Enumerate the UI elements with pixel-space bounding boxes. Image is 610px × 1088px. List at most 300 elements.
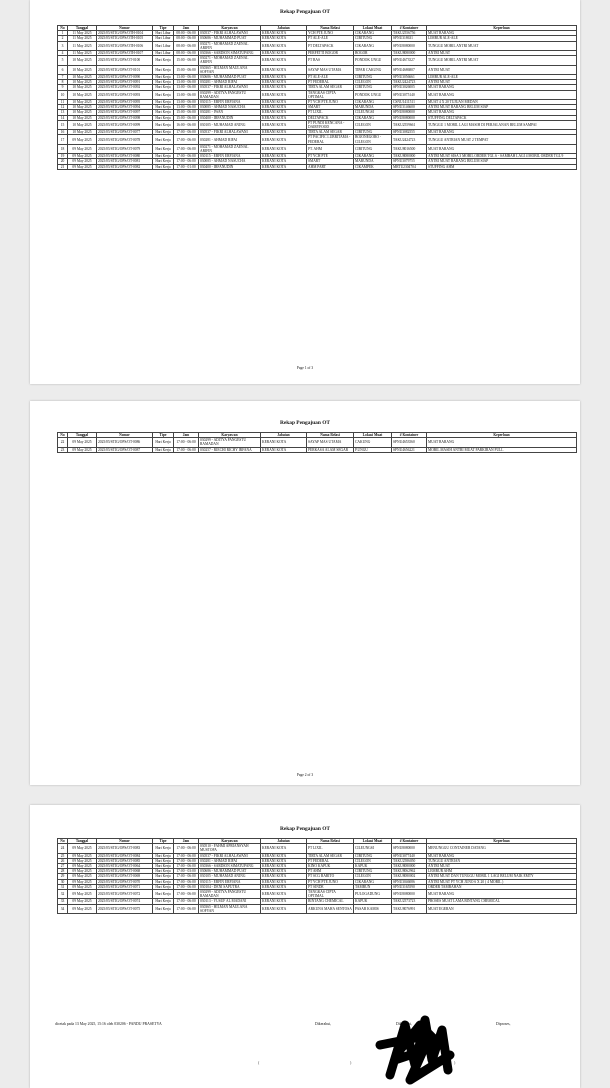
table-cell: KERANI KOTA: [261, 879, 307, 884]
table-cell: 10 May 2025: [68, 85, 97, 90]
table-cell: 17:00 - 06:00: [174, 904, 199, 913]
table-cell: 11 May 2025: [68, 31, 97, 36]
report-title: Rekap Pengajuan OT: [279, 420, 331, 426]
table-cell: KERANI KOTA: [261, 864, 307, 869]
table-row: [58, 899, 577, 904]
table-cell: 5: [58, 56, 68, 65]
table-cell: ARKUNA MAHA SENTOSA: [307, 904, 354, 913]
table-cell: 26: [58, 858, 68, 863]
table-cell: 2025/05/STIG/OPS/OT-0068: [97, 869, 153, 874]
table-cell: CSNU1411511: [392, 100, 427, 105]
table-cell: 11 May 2025: [68, 41, 97, 50]
table-cell: MUAT BARANG: [427, 85, 577, 90]
table-cell: 11 May 2025: [68, 51, 97, 56]
table-cell: MRTU2304704: [392, 164, 427, 169]
column-header: No: [58, 26, 68, 31]
table-cell: MUAT BARANG: [427, 31, 577, 36]
table-cell: CILEUNGSI: [354, 110, 392, 115]
column-header: Nomor: [97, 839, 153, 844]
table-cell: 19: [58, 154, 68, 159]
table-cell: 030115 - ERFIN ERFIANA: [199, 100, 261, 105]
table-cell: PT PACIFIC LUBRITAMA - FEDERAL: [307, 135, 354, 144]
table-cell: KINO KAPUK: [307, 864, 354, 869]
table-cell: 030366 - SARDION SIMATUPANG: [199, 864, 261, 869]
table-cell: CILEGON: [354, 874, 392, 879]
table-cell: LIMBUR ALE-ALE: [427, 36, 577, 41]
table-row: [58, 447, 577, 452]
table-cell: TANGKAS CIPTA OPTIMAL: [307, 90, 354, 99]
table-cell: 030105 - MUHAMAD ANING: [199, 874, 261, 879]
table-cell: 29: [58, 874, 68, 879]
table-cell: CIKARANG: [354, 115, 392, 120]
table-cell: 27: [58, 864, 68, 869]
table-cell: TUNGGU ANTRIAN: [427, 858, 577, 863]
table-cell: 15:00 - 06:00: [174, 115, 199, 120]
table-cell: ANTRI MUAT PT YCH JUNO 6 X 20 ( 4 MOBIL ): [427, 879, 577, 884]
table-cell: 17:00 - 06:00: [174, 884, 199, 889]
table-cell: 030510 - FAHMI APRIANSYAH MUSTOFA: [199, 844, 261, 853]
table-cell: KERANI KOTA: [261, 135, 307, 144]
table-cell: SMART: [307, 105, 354, 110]
table-cell: ANTRI MUAT BARANG BELUM SIAP: [427, 159, 577, 164]
table-cell: BOGOR: [354, 51, 392, 56]
table-row: [58, 154, 577, 159]
table-cell: 2025/05/STIG/OPS/OTH-0106: [97, 41, 153, 50]
table-cell: 17:00 - 06:00: [174, 858, 199, 863]
table-cell: 16: [58, 130, 68, 135]
table-cell: 17:00 - 06:00: [174, 864, 199, 869]
table-body: [58, 31, 577, 170]
table-cell: Hari Libur: [153, 36, 174, 41]
table-cell: 17: [58, 135, 68, 144]
table-cell: KERANI KOTA: [261, 874, 307, 879]
table-cell: 09 May 2025: [68, 853, 97, 858]
table-cell: LIMBUR ALE-ALE: [427, 75, 577, 80]
table-cell: KERANI KOTA: [261, 844, 307, 853]
report-page-2: [30, 401, 580, 785]
table-cell: MOBIL MASIH ANTRI MUAT PARKIRAN FULL: [427, 447, 577, 452]
table-cell: Hari Libur: [153, 31, 174, 36]
table-cell: 7: [58, 75, 68, 80]
table-cell: 11 May 2025: [68, 36, 97, 41]
table-cell: 2025/05/STIG/OPS/OT-0094: [97, 105, 153, 110]
table-cell: 030537 - FIKRI ALHALAWANI: [199, 130, 261, 135]
table-cell: ANTRI MUAT: [427, 80, 577, 85]
table-cell: SPNU8080000: [392, 844, 427, 853]
table-cell: 09 May 2025: [68, 144, 97, 153]
table-row: [58, 438, 577, 447]
table-cell: 10 May 2025: [68, 90, 97, 99]
table-cell: 030537 - FIKRI ALHALAWANI: [199, 853, 261, 858]
table-cell: 030104 - DENI SAPUTRA: [199, 884, 261, 889]
table-cell: TAKU8076991: [392, 904, 427, 913]
table-cell: KERANI KOTA: [261, 85, 307, 90]
table-cell: KERANI KOTA: [261, 154, 307, 159]
table-cell: KERANI KOTA: [261, 438, 307, 447]
table-cell: 17:00 - 06:00: [174, 844, 199, 853]
table-cell: 09 May 2025: [68, 884, 97, 889]
table-cell: PT ALE-ALE: [307, 36, 354, 41]
table-cell: TANGKAS CIPTA OPTIMAL: [307, 890, 354, 899]
table-cell: PT AHM: [307, 869, 354, 874]
page-number: Page 1 of 3: [296, 366, 314, 370]
table-cell: PT. AHM: [307, 144, 354, 153]
table-cell: 2025/05/STIG/OPS/OT-0087: [97, 447, 153, 452]
table-cell: 34: [58, 904, 68, 913]
table-cell: MARUNDA: [354, 105, 392, 110]
table-cell: 17:00 - 06:00: [174, 154, 199, 159]
table-cell: 09 May 2025: [68, 869, 97, 874]
table-cell: 09 May 2025: [68, 899, 97, 904]
table-cell: 16:00 - 06:00: [174, 120, 199, 129]
table-cell: 08:00 - 06:00: [174, 31, 199, 36]
table-cell: TAKU8080000: [392, 864, 427, 869]
column-header: Tanggal: [68, 433, 97, 438]
table-cell: 030271 - MOHAMAD ZAENAL ARIFIN: [199, 56, 261, 65]
table-cell: 2025/05/STIG/OPS/OT-0085: [97, 858, 153, 863]
signature-bracket: (: [258, 1060, 260, 1065]
table-cell: 2025/05/STIG/OPS/OT-0093: [97, 90, 153, 99]
table-cell: Hari Kerja: [153, 120, 174, 129]
table-cell: KERANI KOTA: [261, 120, 307, 129]
table-cell: 2025/05/STIG/OPS/OTH-0104: [97, 31, 153, 36]
table-cell: 09 May 2025: [68, 135, 97, 144]
table-cell: PT FEDERAL: [307, 858, 354, 863]
report-table-page-1: [57, 25, 577, 170]
column-header: Nama Relasi: [307, 433, 354, 438]
table-row: [58, 164, 577, 169]
table-row: [58, 844, 577, 853]
column-header: Tipe: [153, 839, 174, 844]
table-cell: ANTRI MUAT SISA 3 MOBIL ORDER TGL 6 - SAMBAH LAGI 4 MOBIL ORDER TGL 9: [427, 154, 577, 159]
table-cell: TAKU8062962: [392, 869, 427, 874]
signature-checked: Dikerahui,: [315, 1022, 332, 1026]
table-cell: 9: [58, 85, 68, 90]
table-cell: 13:00 - 06:00: [174, 75, 199, 80]
table-cell: Hari Kerja: [153, 869, 174, 874]
table-cell: MUAT BARANG: [427, 90, 577, 99]
table-cell: SPNU3082555: [392, 130, 427, 135]
table-cell: 17:00 - 06:00: [174, 874, 199, 879]
table-cell: 09 May 2025: [68, 890, 97, 899]
table-cell: P.UNGU: [354, 447, 392, 452]
table-cell: MUAT BARANG: [427, 144, 577, 153]
table-cell: KERANI KOTA: [261, 853, 307, 858]
table-cell: DELTAPACK: [307, 115, 354, 120]
table-cell: KERANI KOTA: [261, 36, 307, 41]
table-cell: KERANI KOTA: [261, 51, 307, 56]
table-cell: TIRTA ALAM SEGAR: [307, 130, 354, 135]
table-cell: Hari Libur: [153, 51, 174, 56]
table-cell: 13:00 - 06:00: [174, 80, 199, 85]
table-cell: 17:00 - 03:00: [174, 869, 199, 874]
column-header: Karyawan: [199, 26, 261, 31]
table-cell: PT YCH PTE: [307, 154, 354, 159]
table-cell: Hari Kerja: [153, 80, 174, 85]
table-cell: 09 May 2025: [68, 159, 97, 164]
column-header: Tanggal: [68, 839, 97, 844]
table-cell: KAPUK: [354, 899, 392, 904]
table-cell: SPNU3075140: [392, 90, 427, 99]
table-row: [58, 135, 577, 144]
table-cell: Hari Kerja: [153, 858, 174, 863]
table-cell: PT YCH PTE JUNO: [307, 879, 354, 884]
table-cell: 15: [58, 120, 68, 129]
table-cell: Hari Kerja: [153, 884, 174, 889]
column-header: No: [58, 839, 68, 844]
table-cell: PT SINDE: [307, 884, 354, 889]
table-cell: SPNU3046086: [392, 879, 427, 884]
report-table-page-2: [57, 432, 577, 453]
column-header: Lokasi Muat: [354, 839, 392, 844]
table-row: [58, 65, 577, 74]
table-row: [58, 879, 577, 884]
table-cell: 08:00 - 06:00: [174, 36, 199, 41]
table-cell: Hari Kerja: [153, 100, 174, 105]
table-cell: 11: [58, 100, 68, 105]
signature-known: Diketahui,: [396, 1022, 412, 1026]
table-cell: Hari Kerja: [153, 85, 174, 90]
table-cell: 09 May 2025: [68, 447, 97, 452]
table-cell: 030281 - AHMAD RIFAI: [199, 135, 261, 144]
column-header: Jabatan: [261, 433, 307, 438]
table-cell: 22: [58, 438, 68, 447]
table-cell: PONDOK UNGU: [354, 56, 392, 65]
report-page-1: [30, 0, 580, 384]
table-cell: 17:00 - 01:00: [174, 164, 199, 169]
table-cell: TAMBUN: [354, 884, 392, 889]
table-cell: 2025/05/STIG/OPS/OT-0099: [97, 120, 153, 129]
table-cell: Hari Kerja: [153, 90, 174, 99]
table-cell: Hari Kerja: [153, 154, 174, 159]
table-cell: 20: [58, 159, 68, 164]
table-cell: SPNU4673527: [392, 56, 427, 65]
table-cell: 17:00 - 06:00: [174, 447, 199, 452]
column-header: Jabatan: [261, 26, 307, 31]
table-cell: 23: [58, 447, 68, 452]
table-cell: 030299 - ADITYA PANGESTU RAMADAN: [199, 890, 261, 899]
table-cell: PT SCG BARITO: [307, 874, 354, 879]
table-cell: 09 May 2025: [68, 844, 97, 853]
table-cell: 13:00 - 06:00: [174, 85, 199, 90]
table-cell: PT LIXIL: [307, 844, 354, 853]
table-cell: 28: [58, 869, 68, 874]
table-cell: KERANI KOTA: [261, 115, 307, 120]
table-cell: 10 May 2025: [68, 105, 97, 110]
table-cell: CIKARANG: [354, 100, 392, 105]
table-body: [58, 844, 577, 914]
table-cell: 17:00 - 06:00: [174, 853, 199, 858]
table-cell: ANTRI MUAT: [427, 65, 577, 74]
column-header: Tipe: [153, 433, 174, 438]
printed-by-note: dicetak pada 13 May 2025, 15:16 oleh 030206 - PANDU PRASETYA: [55, 1022, 162, 1026]
table-cell: Hari Kerja: [153, 904, 174, 913]
table-cell: 8: [58, 80, 68, 85]
table-cell: KERANI KOTA: [261, 890, 307, 899]
table-cell: SPNU3056661: [392, 75, 427, 80]
table-cell: MENUNGGU CONTAINER DATANG: [427, 844, 577, 853]
table-cell: MUAT BARANG: [427, 130, 577, 135]
table-cell: 08:00 - 06:00: [174, 51, 199, 56]
table-cell: ORDER TAMBAHAN: [427, 884, 577, 889]
table-cell: 2025/05/STIG/OPS/OT-0071: [97, 884, 153, 889]
table-cell: 17:00 - 06:00: [174, 890, 199, 899]
table-cell: STUFFING AHM: [427, 164, 577, 169]
table-cell: Hari Kerja: [153, 864, 174, 869]
table-cell: 09 May 2025: [68, 438, 97, 447]
table-cell: Hari Kerja: [153, 447, 174, 452]
table-cell: MUAT BARANG: [427, 890, 577, 899]
table-cell: KERANI KOTA: [261, 904, 307, 913]
table-cell: 030271 - MOHAMAD ZAENAL ARIFIN: [199, 41, 261, 50]
report-page-3: [30, 805, 580, 1088]
table-cell: PT BAS: [307, 56, 354, 65]
table-cell: Hari Kerja: [153, 164, 174, 169]
table-body: [58, 438, 577, 453]
table-cell: CILEGON: [354, 80, 392, 85]
table-cell: 10 May 2025: [68, 80, 97, 85]
column-header: # Kontainer: [392, 433, 427, 438]
table-cell: MARUNDA: [354, 159, 392, 164]
table-cell: 17:00 - 06:00: [174, 159, 199, 164]
table-cell: Hari Kerja: [153, 135, 174, 144]
table-cell: 2025/05/STIG/OPS/OT-0081: [97, 159, 153, 164]
table-cell: KERANI KOTA: [261, 56, 307, 65]
table-cell: 030299 - ADITYA PANGESTU RAMADAN: [199, 438, 261, 447]
table-cell: 030105 - MUHAMAD ANING: [199, 120, 261, 129]
table-cell: 030365 - HILMAN MAULANA SOFYAN: [199, 904, 261, 913]
table-cell: KERANI KOTA: [261, 130, 307, 135]
table-cell: 2025/05/STIG/OPS/OT-0084: [97, 853, 153, 858]
table-cell: Hari Kerja: [153, 144, 174, 153]
table-cell: PROSES MUAT LAMA BINTANG CHEMICAL: [427, 899, 577, 904]
table-cell: MUAT EGERAN: [427, 904, 577, 913]
table-cell: SPNU3146600: [392, 105, 427, 110]
table-cell: SPNU3026005: [392, 85, 427, 90]
table-cell: Hari Kerja: [153, 56, 174, 65]
signature-bracket: ): [454, 1060, 456, 1065]
table-cell: TAKU8080000: [392, 154, 427, 159]
table-cell: 09 May 2025: [68, 874, 97, 879]
table-cell: 17:00 - 06:00: [174, 130, 199, 135]
table-cell: 2025/05/STIG/OPS/OT-0064: [97, 864, 153, 869]
table-cell: SPNU8080000: [392, 110, 427, 115]
table-cell: BINTANG CHEMICAL: [307, 899, 354, 904]
table-cell: 030085 - AHMAD NASUCHA: [199, 159, 261, 164]
table-cell: 25: [58, 853, 68, 858]
table-cell: 13:00 - 06:00: [174, 90, 199, 99]
table-cell: CIBITUNG: [354, 869, 392, 874]
table-cell: ANTRI MUAT DAN TUNGGU MOBIL 1 LAGI BELUM NAIK EMTY: [427, 874, 577, 879]
table-cell: 12: [58, 105, 68, 110]
table-cell: 2025/05/STIG/OPS/OT-0070: [97, 879, 153, 884]
column-header: Tipe: [153, 26, 174, 31]
table-cell: 09 May 2025: [68, 864, 97, 869]
table-cell: 17:00 - 06:00: [174, 879, 199, 884]
table-cell: YCH PTE JUNO: [307, 31, 354, 36]
column-header: Nomor: [97, 26, 153, 31]
table-cell: Hari Kerja: [153, 899, 174, 904]
table-cell: 13: [58, 110, 68, 115]
table-cell: PULOGADUNG: [354, 890, 392, 899]
table-cell: 030537 - FIKRI ALHALAWANI: [199, 85, 261, 90]
table-cell: PT LIXIL: [307, 110, 354, 115]
table-cell: ANTRI MUAT BARANG BELUM SIAP: [427, 105, 577, 110]
table-cell: Hari Kerja: [153, 844, 174, 853]
column-header: Keperluan: [427, 433, 577, 438]
table-cell: 030686 - MUHAMMAD PUAT: [199, 75, 261, 80]
table-cell: KERANI KOTA: [261, 144, 307, 153]
table-cell: 2025/05/STIG/OPS/OT-0086: [97, 438, 153, 447]
table-cell: CIBITUNG: [354, 36, 392, 41]
table-cell: 2025/05/STIG/OPS/OTH-0107: [97, 51, 153, 56]
table-cell: 030281 - AHMAD RIFAI: [199, 858, 261, 863]
table-cell: 2025/05/STIG/OPS/OT-0074: [97, 899, 153, 904]
table-cell: 4: [58, 51, 68, 56]
table-cell: KERANI KOTA: [261, 80, 307, 85]
table-cell: PERFETTI BOGOR: [307, 51, 354, 56]
column-header: Jabatan: [261, 839, 307, 844]
table-cell: 1: [58, 31, 68, 36]
table-cell: ANTRI MUAT: [427, 864, 577, 869]
table-cell: 33: [58, 899, 68, 904]
table-cell: LEMBUR AHM: [427, 869, 577, 874]
table-cell: Hari Kerja: [153, 110, 174, 115]
table-cell: 2025/05/STIG/OPS/OTH-0105: [97, 36, 153, 41]
table-cell: 6: [58, 65, 68, 74]
table-cell: 32: [58, 890, 68, 899]
table-cell: 10 May 2025: [68, 65, 97, 74]
table-cell: 2025/05/STIG/OPS/OT-0083: [97, 844, 153, 853]
table-cell: TAKU2424723: [392, 80, 427, 85]
column-header: Tanggal: [68, 26, 97, 31]
table-row: [58, 890, 577, 899]
table-cell: MUAT BARANG: [427, 110, 577, 115]
table-cell: KERANI KOTA: [261, 31, 307, 36]
table-cell: KERANI KOTA: [261, 858, 307, 863]
table-cell: 10 May 2025: [68, 115, 97, 120]
table-cell: PT FEDERAL: [307, 80, 354, 85]
table-cell: 10 May 2025: [68, 130, 97, 135]
table-cell: SPNU8080000: [392, 41, 427, 50]
table-cell: SPNU3077440: [392, 853, 427, 858]
table-cell: 09 May 2025: [68, 154, 97, 159]
table-cell: 030366 - SARDION SIMATUPANG: [199, 51, 261, 56]
table-cell: Hari Kerja: [153, 105, 174, 110]
table-cell: TAKU2559661: [392, 120, 427, 129]
table-cell: CILEGON: [354, 858, 392, 863]
table-cell: Hari Kerja: [153, 75, 174, 80]
column-header: Keperluan: [427, 26, 577, 31]
table-cell: AHM PART: [307, 164, 354, 169]
table-cell: CILEGON: [354, 120, 392, 129]
table-cell: 2025/05/STIG/OPS/OT-0092: [97, 85, 153, 90]
column-header: No: [58, 433, 68, 438]
table-cell: CIKARANG: [354, 31, 392, 36]
table-cell: 09 May 2025: [68, 879, 97, 884]
table-cell: 09 May 2025: [68, 858, 97, 863]
table-cell: PT YCH PTE JUNO: [307, 100, 354, 105]
table-cell: TUNGGU MOBIL ANTRI MUAT: [427, 41, 577, 50]
table-cell: 13:00 - 06:00: [174, 100, 199, 105]
column-header: Karyawan: [199, 839, 261, 844]
table-cell: BOJONEGORO - CILEGON: [354, 135, 392, 144]
table-cell: 15:00 - 06:00: [174, 56, 199, 65]
table-cell: 2025/05/STIG/OPS/OT-0090: [97, 75, 153, 80]
table-cell: SAYAP MAS UTAMA: [307, 65, 354, 74]
table-cell: 030365 - HILMAN MAULANA SOFYAN: [199, 65, 261, 74]
table-cell: TUNGGU MOBIL ANTRI MUAT: [427, 56, 577, 65]
